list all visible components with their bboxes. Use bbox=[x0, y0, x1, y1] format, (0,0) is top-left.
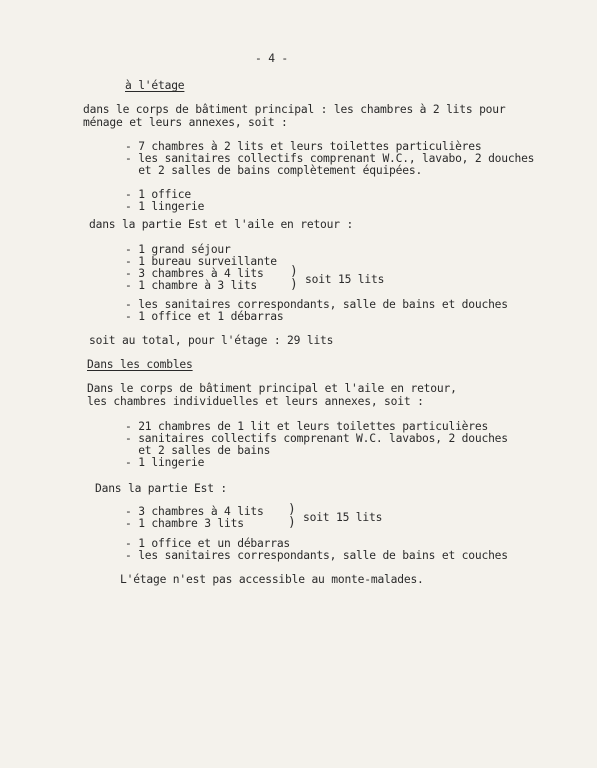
list-item: - les sanitaires collectifs comprenant W.C., lavabo, 2 douches bbox=[125, 152, 535, 165]
etage-brace-label: soit 15 lits bbox=[305, 273, 385, 286]
list-item: - 1 bureau surveillante bbox=[125, 255, 277, 268]
brace-mark: ) bbox=[290, 264, 298, 279]
brace-mark: ) bbox=[288, 515, 296, 530]
etage-total: soit au total, pour l'étage : 29 lits bbox=[89, 334, 334, 347]
list-item: - sanitaires collectifs comprenant W.C. lavabos, 2 douches bbox=[125, 432, 508, 445]
etage-intro-line-2: ménage et leurs annexes, soit : bbox=[83, 116, 288, 129]
list-item: - 1 grand séjour bbox=[125, 243, 231, 256]
list-item: - 1 chambre à 3 lits bbox=[125, 279, 258, 292]
list-item: - 21 chambres de 1 lit et leurs toilettes particulières bbox=[125, 420, 489, 433]
combles-closing: L'étage n'est pas accessible au monte-malades. bbox=[120, 573, 424, 586]
list-item: et 2 salles de bains bbox=[125, 444, 271, 457]
page-number: - 4 - bbox=[255, 52, 289, 65]
list-item: - 1 lingerie bbox=[125, 200, 205, 213]
heading-etage: à l'étage bbox=[125, 79, 185, 92]
list-item: - 1 office bbox=[125, 188, 192, 201]
combles-intro-line-1: Dans le corps de bâtiment principal et l'aile en retour, bbox=[87, 382, 457, 395]
list-item: - 3 chambres à 4 lits bbox=[125, 505, 264, 518]
list-item: - les sanitaires correspondants, salle de bains et douches bbox=[125, 298, 508, 311]
list-item: - les sanitaires correspondants, salle de bains et couches bbox=[125, 549, 508, 562]
list-item: - 1 chambre 3 lits bbox=[125, 517, 244, 530]
combles-brace-label: soit 15 lits bbox=[303, 511, 383, 524]
etage-intro-line-1: dans le corps de bâtiment principal : les chambres à 2 lits pour bbox=[83, 103, 506, 116]
brace-mark: ) bbox=[290, 277, 298, 292]
combles-intro-line-2: les chambres individuelles et leurs annexes, soit : bbox=[87, 395, 424, 408]
list-item: - 1 office et 1 débarras bbox=[125, 310, 284, 323]
list-item: - 3 chambres à 4 lits bbox=[125, 267, 264, 280]
heading-combles: Dans les combles bbox=[87, 358, 193, 371]
etage-est-intro: dans la partie Est et l'aile en retour : bbox=[89, 218, 354, 231]
list-item: - 1 office et un débarras bbox=[125, 537, 291, 550]
combles-est-intro: Dans la partie Est : bbox=[95, 482, 228, 495]
list-item: et 2 salles de bains complètement équipées. bbox=[125, 164, 423, 177]
list-item: - 7 chambres à 2 lits et leurs toilettes particulières bbox=[125, 140, 482, 153]
brace-mark: ) bbox=[288, 502, 296, 517]
list-item: - 1 lingerie bbox=[125, 456, 205, 469]
